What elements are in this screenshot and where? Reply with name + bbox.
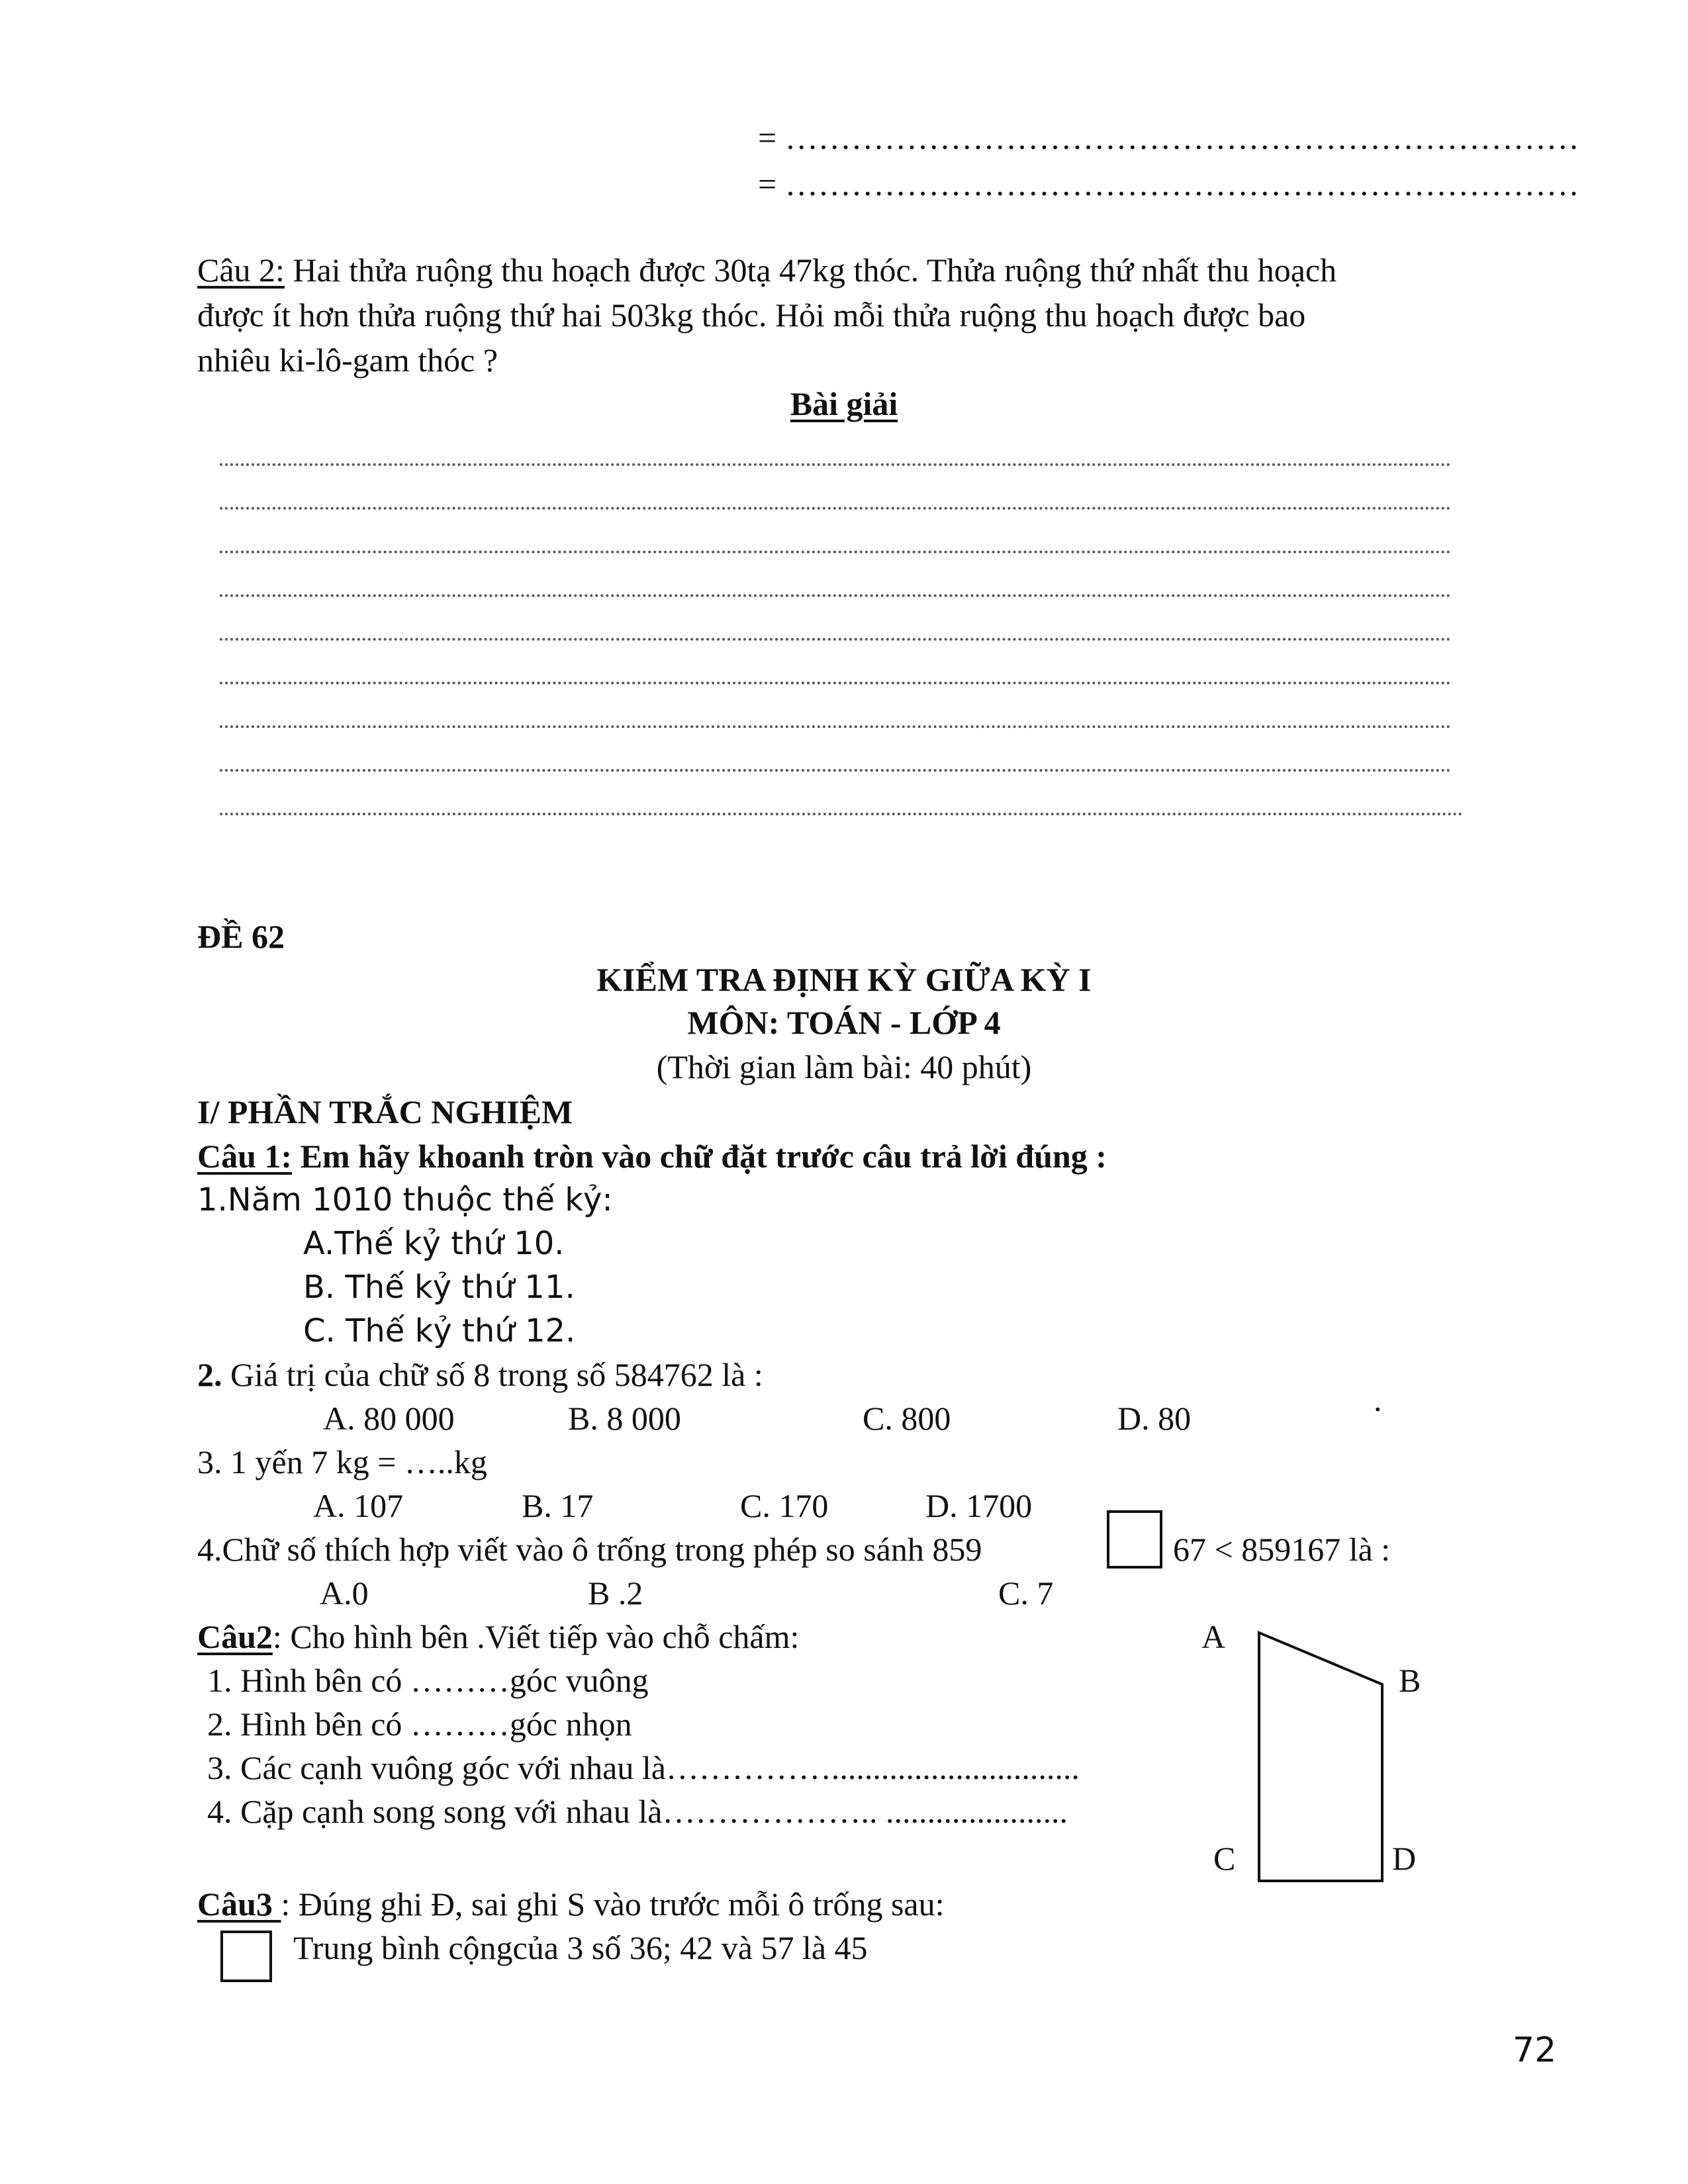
exam-time: (Thời gian làm bài: 40 phút)	[656, 1048, 1032, 1085]
q4-option-b[interactable]: B .2	[588, 1574, 643, 1612]
exam-subject: MÔN: TOÁN - LỚP 4	[687, 1004, 1001, 1041]
vertex-label-c: C	[1213, 1840, 1236, 1877]
trapezoid-shape	[1259, 1633, 1382, 1881]
question-label: Câu 2:	[197, 251, 285, 289]
q1-option-b[interactable]: B. Thế kỷ thứ 11.	[303, 1269, 575, 1306]
q4-text-prefix: 4.Chữ số thích hợp viết vào ô trống trong phép so sánh 859	[197, 1531, 982, 1568]
solution-title-text: Bài giải	[790, 385, 898, 422]
stray-mark: .	[1374, 1381, 1382, 1418]
cau1-instruction-text: Em hãy khoanh tròn vào chữ đặt trước câu trả lời đúng :	[292, 1138, 1107, 1175]
q1-text: 1.Năm 1010 thuộc thế kỷ:	[197, 1181, 613, 1218]
vertex-label-b: B	[1399, 1662, 1421, 1699]
q4-option-a[interactable]: A.0	[320, 1574, 369, 1612]
word-problem-line-3: nhiêu ki-lô-gam thóc ?	[197, 341, 498, 379]
q3-option-c[interactable]: C. 170	[740, 1487, 829, 1524]
cau1-label: Câu 1:	[197, 1138, 293, 1175]
q2-option-c[interactable]: C. 800	[863, 1400, 951, 1437]
exam-title: KIỂM TRA ĐỊNH KỲ GIỮA KỲ I	[596, 961, 1092, 998]
cau2-item-1: 1. Hình bên có ………góc vuông	[207, 1662, 649, 1699]
q2-number: 2.	[197, 1356, 222, 1393]
q2-text-body: Giá trị của chữ số 8 trong số 584762 là :	[222, 1356, 763, 1393]
q2-option-b[interactable]: B. 8 000	[568, 1400, 681, 1437]
q2-option-a[interactable]: A. 80 000	[323, 1400, 455, 1437]
equation-line-2: = ………………………………………………………………	[758, 165, 1579, 203]
q1-option-a[interactable]: A.Thế kỷ thứ 10.	[303, 1225, 565, 1262]
vertex-label-d: D	[1392, 1840, 1417, 1877]
q4-text-suffix: 67 < 859167 là :	[1173, 1531, 1391, 1568]
q3-option-d[interactable]: D. 1700	[925, 1487, 1033, 1524]
q3-option-b[interactable]: B. 17	[522, 1487, 594, 1524]
q3-option-a[interactable]: A. 107	[313, 1487, 404, 1524]
equation-line-1: = ………………………………………………………………	[758, 119, 1579, 156]
cau3-answer-box[interactable]	[220, 1931, 272, 1982]
cau2-item-4: 4. Cặp cạnh song song với nhau là……………….. ......................	[207, 1793, 1068, 1830]
page-number: 72	[1513, 2030, 1557, 2070]
cau2-label: Câu2	[197, 1618, 273, 1655]
q3-text: 3. 1 yến 7 kg = …..kg	[197, 1443, 487, 1480]
cau3-label: Câu3	[197, 1886, 281, 1923]
cau2-item-2: 2. Hình bên có ………góc nhọn	[207, 1706, 632, 1743]
section-heading: I/ PHẦN TRẮC NGHIỆM	[197, 1093, 573, 1130]
q4-option-c[interactable]: C. 7	[998, 1574, 1054, 1612]
cau3-text: : Đúng ghi Đ, sai ghi S vào trước mỗi ô trống sau:	[281, 1886, 945, 1923]
cau3-item-1: Trung bình cộngcủa 3 số 36; 42 và 57 là 45	[293, 1929, 868, 1966]
cau3-heading	[197, 1884, 945, 1924]
word-problem-line-2: được ít hơn thửa ruộng thứ hai 503kg thóc. Hỏi mỗi thửa ruộng thu hoạch được bao	[197, 296, 1306, 334]
q1-option-c[interactable]: C. Thế kỷ thứ 12.	[303, 1312, 576, 1349]
word-problem-text: Hai thửa ruộng thu hoạch được 30tạ 47kg thóc. Thửa ruộng thứ nhất thu hoạch	[284, 251, 1337, 289]
cau2-item-3: 3. Các cạnh vuông góc với nhau là……………..............................	[207, 1749, 1080, 1786]
cau2-text: : Cho hình bên .Viết tiếp vào chỗ chấm:	[272, 1618, 800, 1655]
q2-option-d[interactable]: D. 80	[1117, 1400, 1192, 1437]
vertex-label-a: A	[1201, 1618, 1226, 1655]
exam-code: ĐỀ 62	[197, 918, 285, 955]
